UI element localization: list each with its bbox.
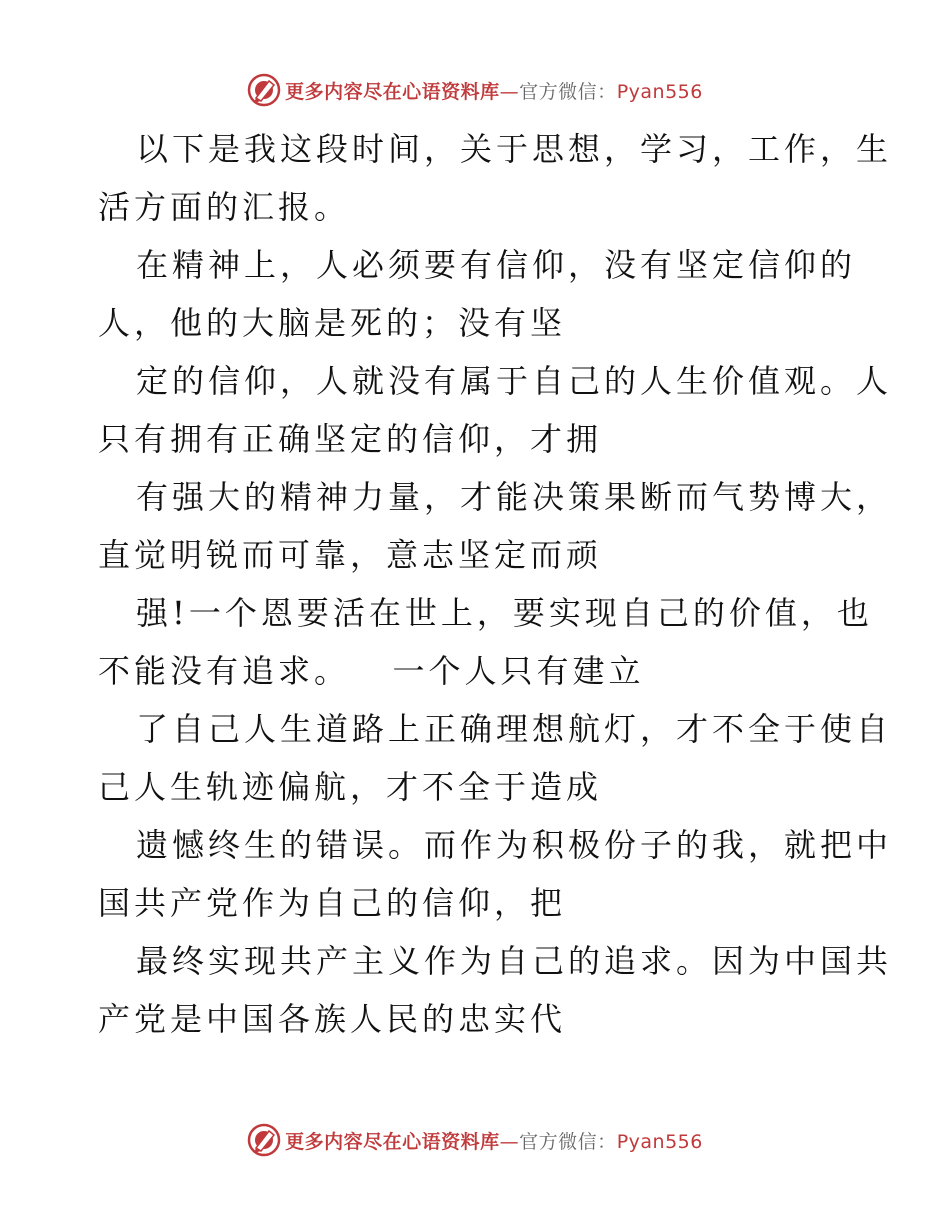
- footer-banner-wechat-id: Pyan556: [616, 1130, 703, 1153]
- header-banner-official: 官方微信：: [519, 80, 617, 103]
- header-banner-separator: —: [499, 80, 520, 103]
- header-banner-wechat-id: Pyan556: [616, 80, 703, 103]
- header-watermark-banner: [0, 70, 950, 110]
- body-line: 遗憾终生的错误。而作为积极份子的我，就把中: [136, 826, 893, 864]
- footer-banner-main: 更多内容尽在心语资料库: [285, 1130, 500, 1153]
- body-line: 最终实现共产主义作为自己的追求。因为中国共: [136, 942, 893, 980]
- body-line: 只有拥有正确坚定的信仰，才拥: [98, 420, 603, 458]
- footer-banner-text: [285, 1127, 703, 1154]
- document-body: [98, 120, 893, 1048]
- body-line: 在精神上，人必须要有信仰，没有坚定信仰的: [136, 246, 857, 284]
- pen-nib-logo-icon: [247, 1123, 281, 1157]
- footer-watermark-banner: [0, 1120, 950, 1160]
- body-line: 了自己人生道路上正确理想航灯，才不全于使自: [136, 710, 893, 748]
- body-line: 产党是中国各族人民的忠实代: [98, 1000, 567, 1038]
- body-line: 人，他的大脑是死的；没有坚: [98, 304, 567, 342]
- header-banner-main: 更多内容尽在心语资料库: [285, 80, 500, 103]
- body-line: 不能没有追求。 一个人只有建立: [98, 652, 645, 690]
- body-line: 活方面的汇报。: [98, 188, 351, 226]
- pen-nib-logo-icon: [247, 73, 281, 107]
- body-line: 直觉明锐而可靠，意志坚定而顽: [98, 536, 603, 574]
- body-line: 有强大的精神力量，才能决策果断而气势博大，: [136, 478, 893, 516]
- body-line: 国共产党作为自己的信仰，把: [98, 884, 567, 922]
- header-banner-text: [285, 77, 703, 104]
- footer-banner-separator: —: [499, 1130, 520, 1153]
- body-line: 以下是我这段时间，关于思想，学习，工作，生: [136, 130, 893, 168]
- footer-banner-official: 官方微信：: [519, 1130, 617, 1153]
- body-line: 己人生轨迹偏航，才不全于造成: [98, 768, 603, 806]
- body-line: 强!一个恩要活在世上，要实现自己的价值，也: [136, 594, 873, 632]
- body-line: 定的信仰，人就没有属于自己的人生价值观。人: [136, 362, 893, 400]
